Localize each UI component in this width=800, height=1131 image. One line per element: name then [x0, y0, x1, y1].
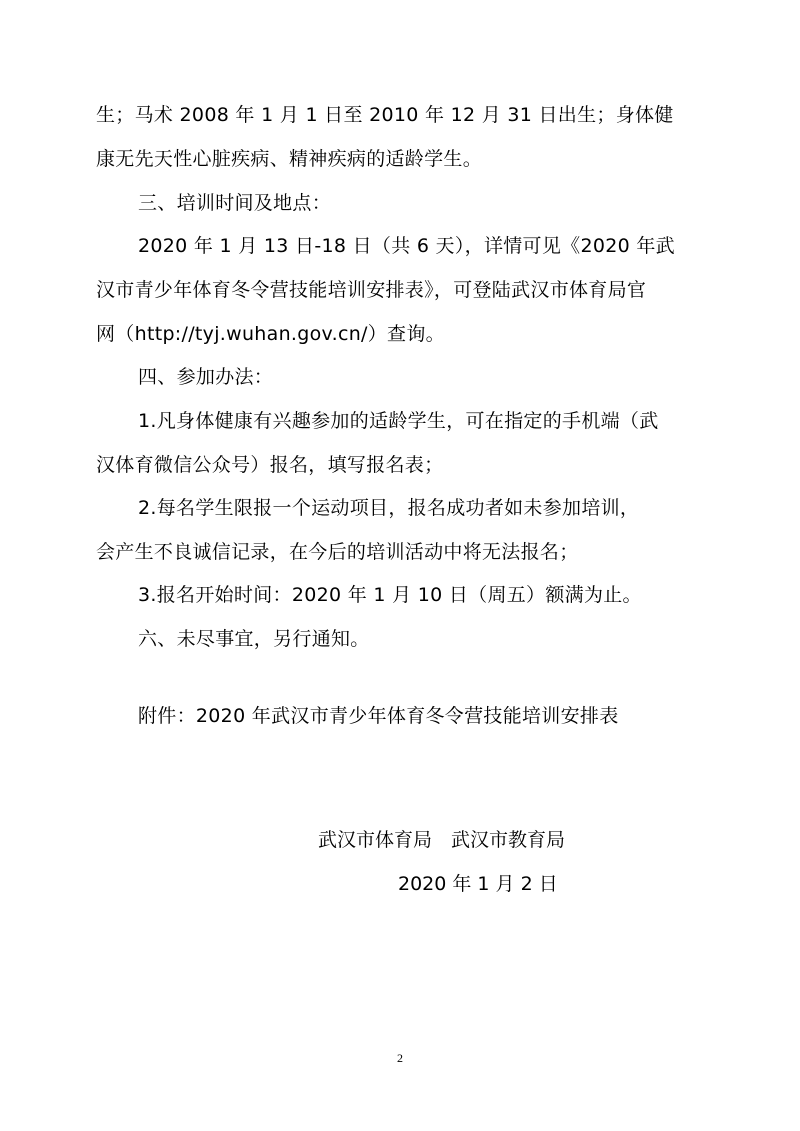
page-number: 2: [397, 1051, 403, 1065]
body-line-4: 2020 年 1 月 13 日-18 日（共 6 天），详情可见《2020 年武: [138, 235, 675, 257]
body-line-11: 会产生不良诚信记录，在今后的培训活动中将无法报名；: [96, 541, 579, 563]
signature-date: 2020 年 1 月 2 日: [398, 873, 558, 895]
body-line-12: 3.报名开始时间：2020 年 1 月 10 日（周五）额满为止。: [138, 584, 642, 606]
signature-organizations: 武汉市体育局 武汉市教育局: [318, 829, 566, 851]
body-line-2: 康无先天性心脏疾病、精神疾病的适龄学生。: [96, 148, 483, 170]
body-line-8: 1.凡身体健康有兴趣参加的适龄学生，可在指定的手机端（武: [138, 410, 659, 432]
body-line-9: 汉体育微信公众号）报名，填写报名表；: [96, 454, 444, 476]
section-heading-participation: 四、参加办法：: [138, 366, 274, 388]
section-heading-training-time-place: 三、培训时间及地点：: [138, 192, 332, 214]
body-line-6: 网（http://tyj.wuhan.gov.cn/）查询。: [96, 323, 445, 345]
attachment-note: 附件：2020 年武汉市青少年体育冬令营技能培训安排表: [138, 705, 619, 727]
body-line-5: 汉市青少年体育冬令营技能培训安排表》，可登陆武汉市体育局官: [96, 279, 647, 301]
section-heading-other-matters: 六、未尽事宜，另行通知。: [138, 628, 370, 650]
body-line-10: 2.每名学生限报一个运动项目，报名成功者如未参加培训，: [138, 497, 640, 519]
body-line-1: 生；马术 2008 年 1 月 1 日至 2010 年 12 月 31 日出生；身体健: [96, 104, 674, 126]
